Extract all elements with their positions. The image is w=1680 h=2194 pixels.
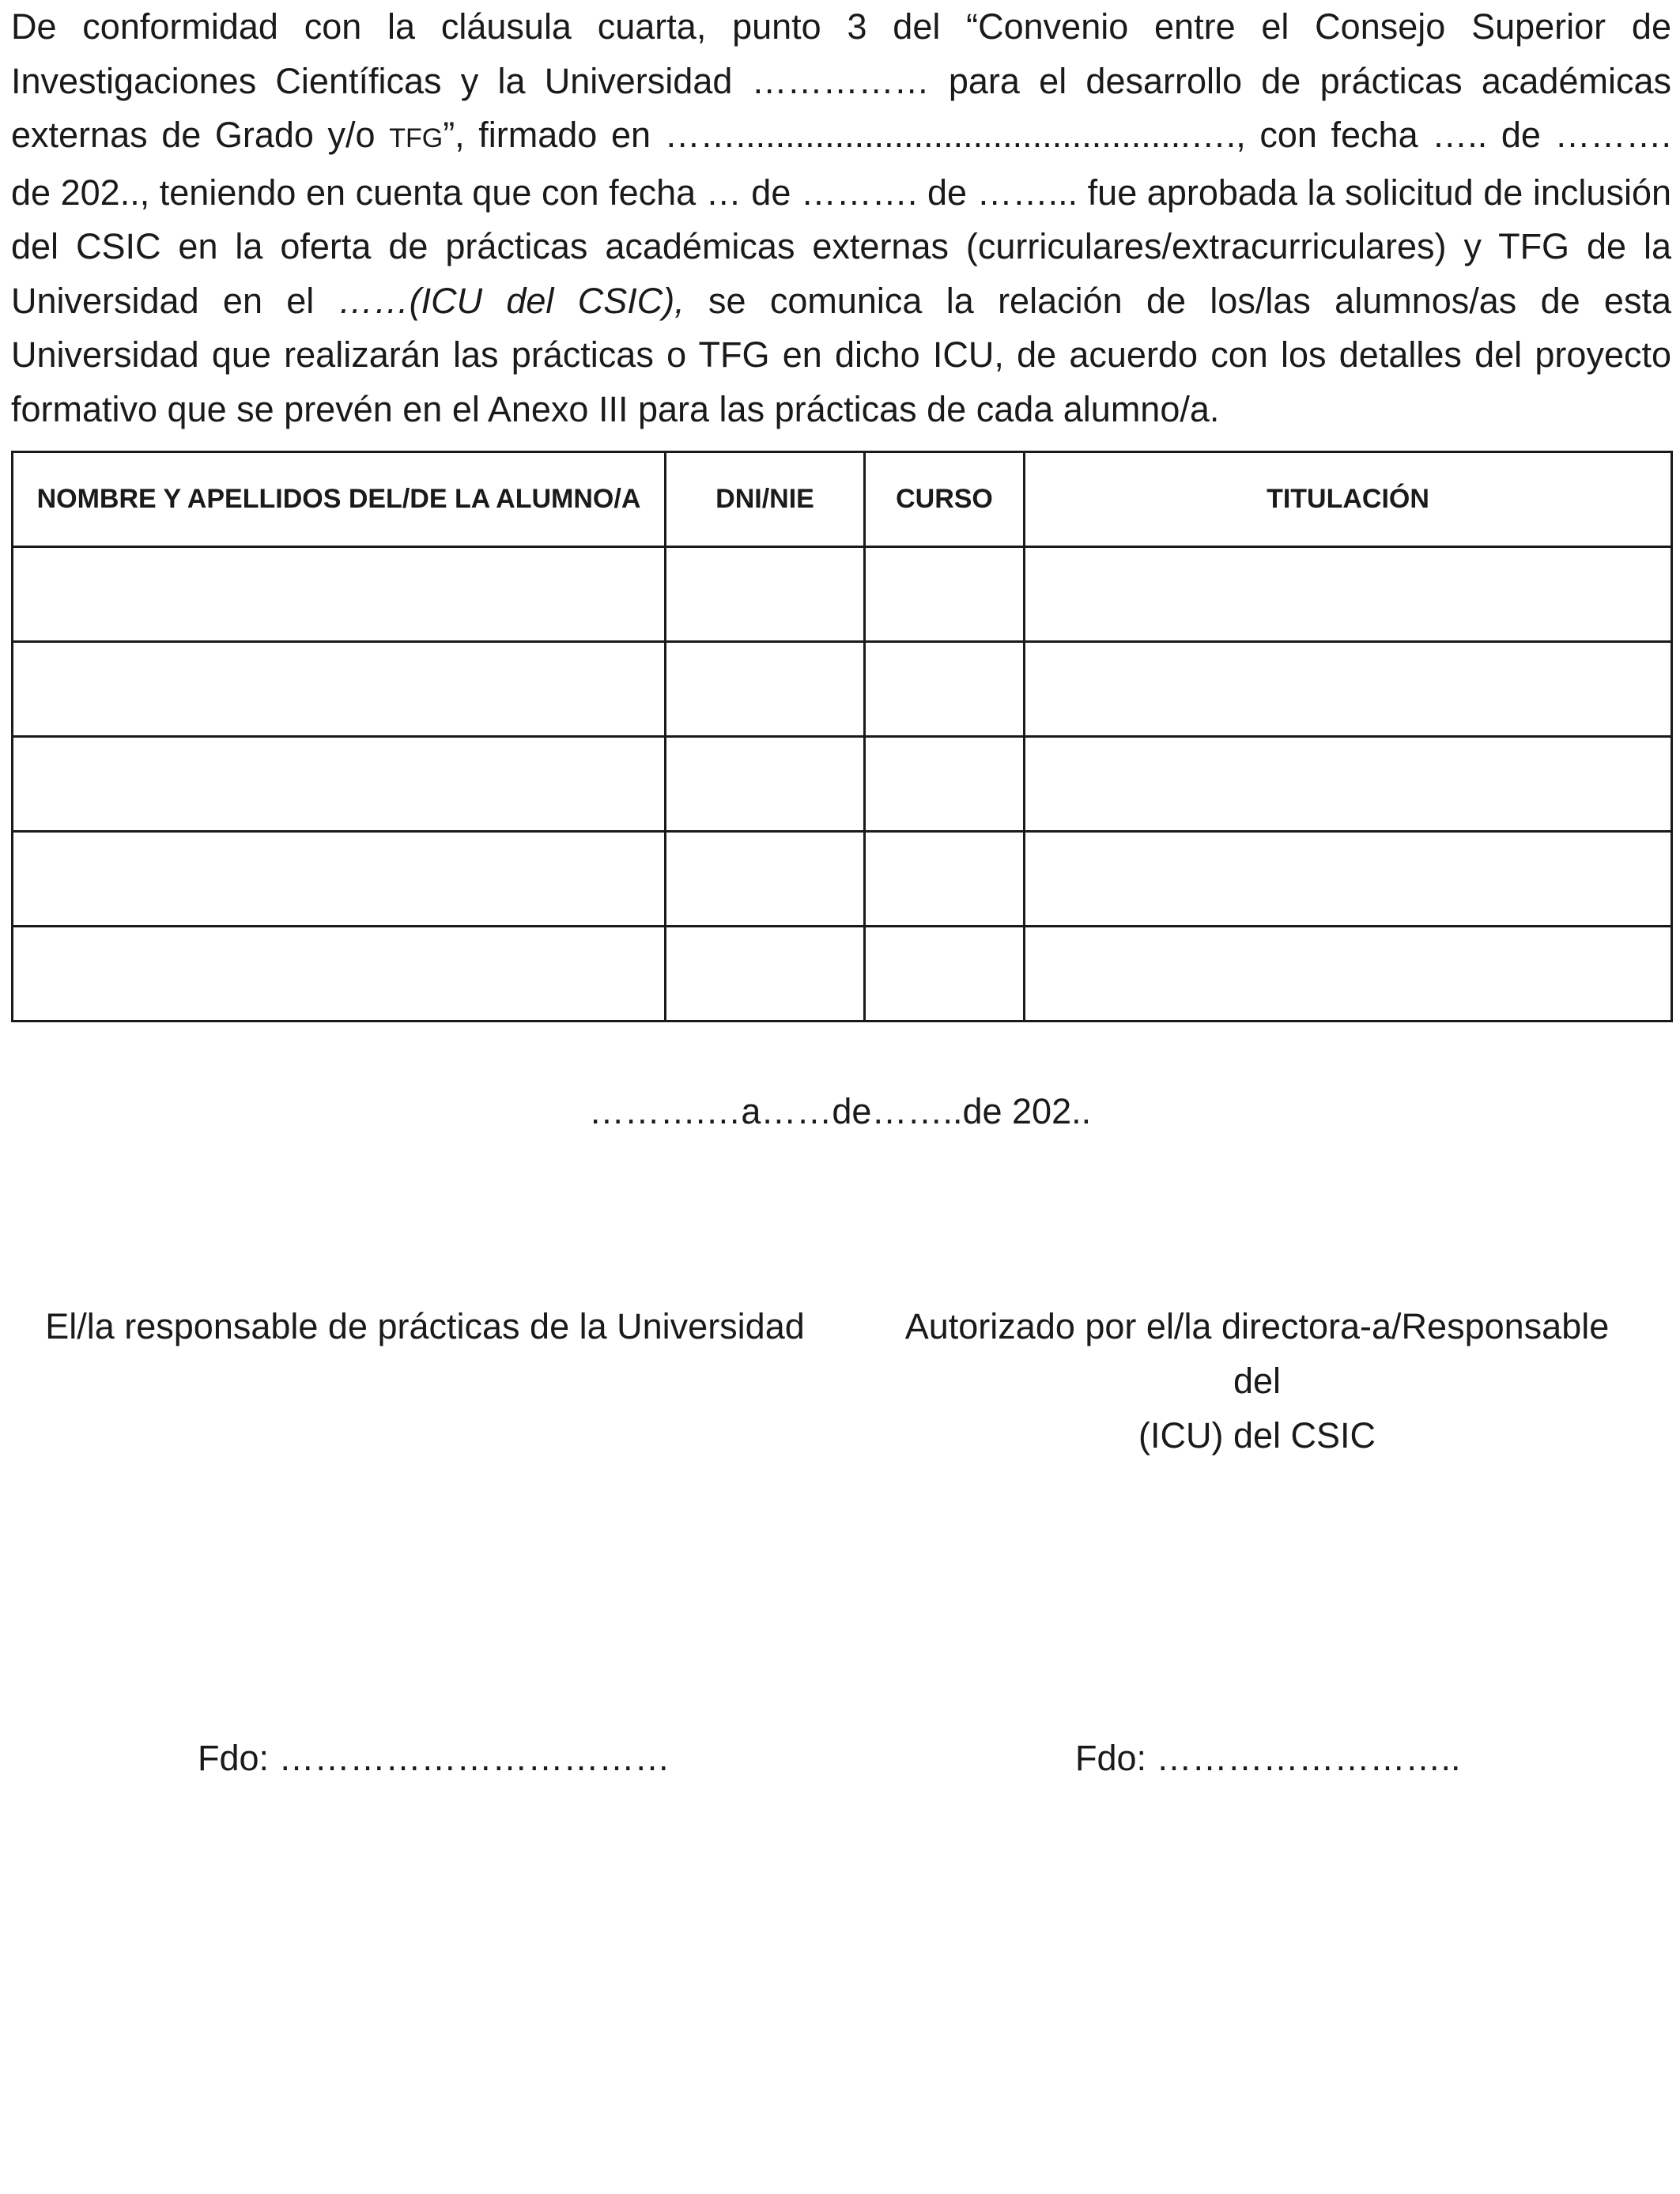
intro-text-3: se comunica la relación de los/las alumnos/as de esta Universidad que realizarán las prácticas o TFG en dicho ICU, de acuerdo con los detalles del proyecto formativo que se prevén en el Anexo III para las prácticas de cada alumno/a. (11, 280, 1671, 429)
table-row (13, 547, 1672, 642)
table-row (13, 642, 1672, 737)
cell-curso[interactable] (865, 547, 1025, 642)
intro-text-1: De conformidad con la cláusula cuarta, punto 3 del “Convenio entre el Consejo Superior de Investigaciones Científicas y la Universidad …………… para el desarrollo de prácticas académicas externas de Grado y/o (11, 6, 1671, 155)
cell-curso[interactable] (865, 737, 1025, 832)
cell-titulacion[interactable] (1025, 642, 1672, 737)
table-header-row (13, 452, 1672, 547)
csic-fdo-label: Fdo: …………………….. (1075, 1738, 1461, 1778)
place-date-line[interactable]: ……….…a……de……..de 202.. (588, 1091, 1092, 1131)
cell-name[interactable] (13, 642, 666, 737)
cell-dni[interactable] (666, 737, 865, 832)
table-row (13, 927, 1672, 1021)
cell-dni[interactable] (666, 832, 865, 927)
cell-name[interactable] (13, 737, 666, 832)
cell-name[interactable] (13, 547, 666, 642)
table-row (13, 832, 1672, 927)
header-dni: DNI/NIE (666, 452, 865, 547)
header-titulacion: TITULACIÓN (1025, 452, 1672, 547)
cell-dni[interactable] (666, 642, 865, 737)
cell-curso[interactable] (865, 832, 1025, 927)
header-curso: CURSO (865, 452, 1025, 547)
intro-icu: ……(ICU del CSIC), (338, 280, 685, 321)
csic-signatory-line-1: Autorizado por el/la directora-a/Responsable del (904, 1306, 1610, 1401)
cell-curso[interactable] (865, 642, 1025, 737)
cell-name[interactable] (13, 832, 666, 927)
cell-titulacion[interactable] (1025, 927, 1672, 1021)
csic-signatory-line-2: (ICU) del CSIC (1138, 1415, 1376, 1456)
university-signature-field[interactable] (198, 1731, 670, 1785)
intro-paragraph (11, 0, 1671, 436)
intro-tfg: TFG (389, 123, 444, 153)
table-row (13, 737, 1672, 832)
university-signatory-label (32, 1299, 818, 1354)
intro-text-2: ”, firmado en ……..............................................…., con fecha ….. de ………. de 202.., teniendo en cuenta que con fecha … de ………. de ……... fue aprobada la solicitud de inclusión del CSIC en la oferta de prácticas académicas externas (curriculares/extracurriculares) y TFG de la Universidad en el (11, 115, 1671, 321)
university-signatory-text: El/la responsable de prácticas de la Universidad (45, 1306, 805, 1346)
cell-curso[interactable] (865, 927, 1025, 1021)
cell-titulacion[interactable] (1025, 737, 1672, 832)
csic-signature-field[interactable] (1075, 1731, 1461, 1785)
header-name: NOMBRE Y APELLIDOS DEL/DE LA ALUMNO/A (13, 452, 666, 547)
cell-dni[interactable] (666, 927, 865, 1021)
cell-name[interactable] (13, 927, 666, 1021)
students-table (11, 451, 1673, 1022)
cell-titulacion[interactable] (1025, 832, 1672, 927)
cell-dni[interactable] (666, 547, 865, 642)
cell-titulacion[interactable] (1025, 547, 1672, 642)
csic-signatory-label (882, 1299, 1633, 1463)
university-fdo-label: Fdo: …………………………… (198, 1738, 670, 1778)
